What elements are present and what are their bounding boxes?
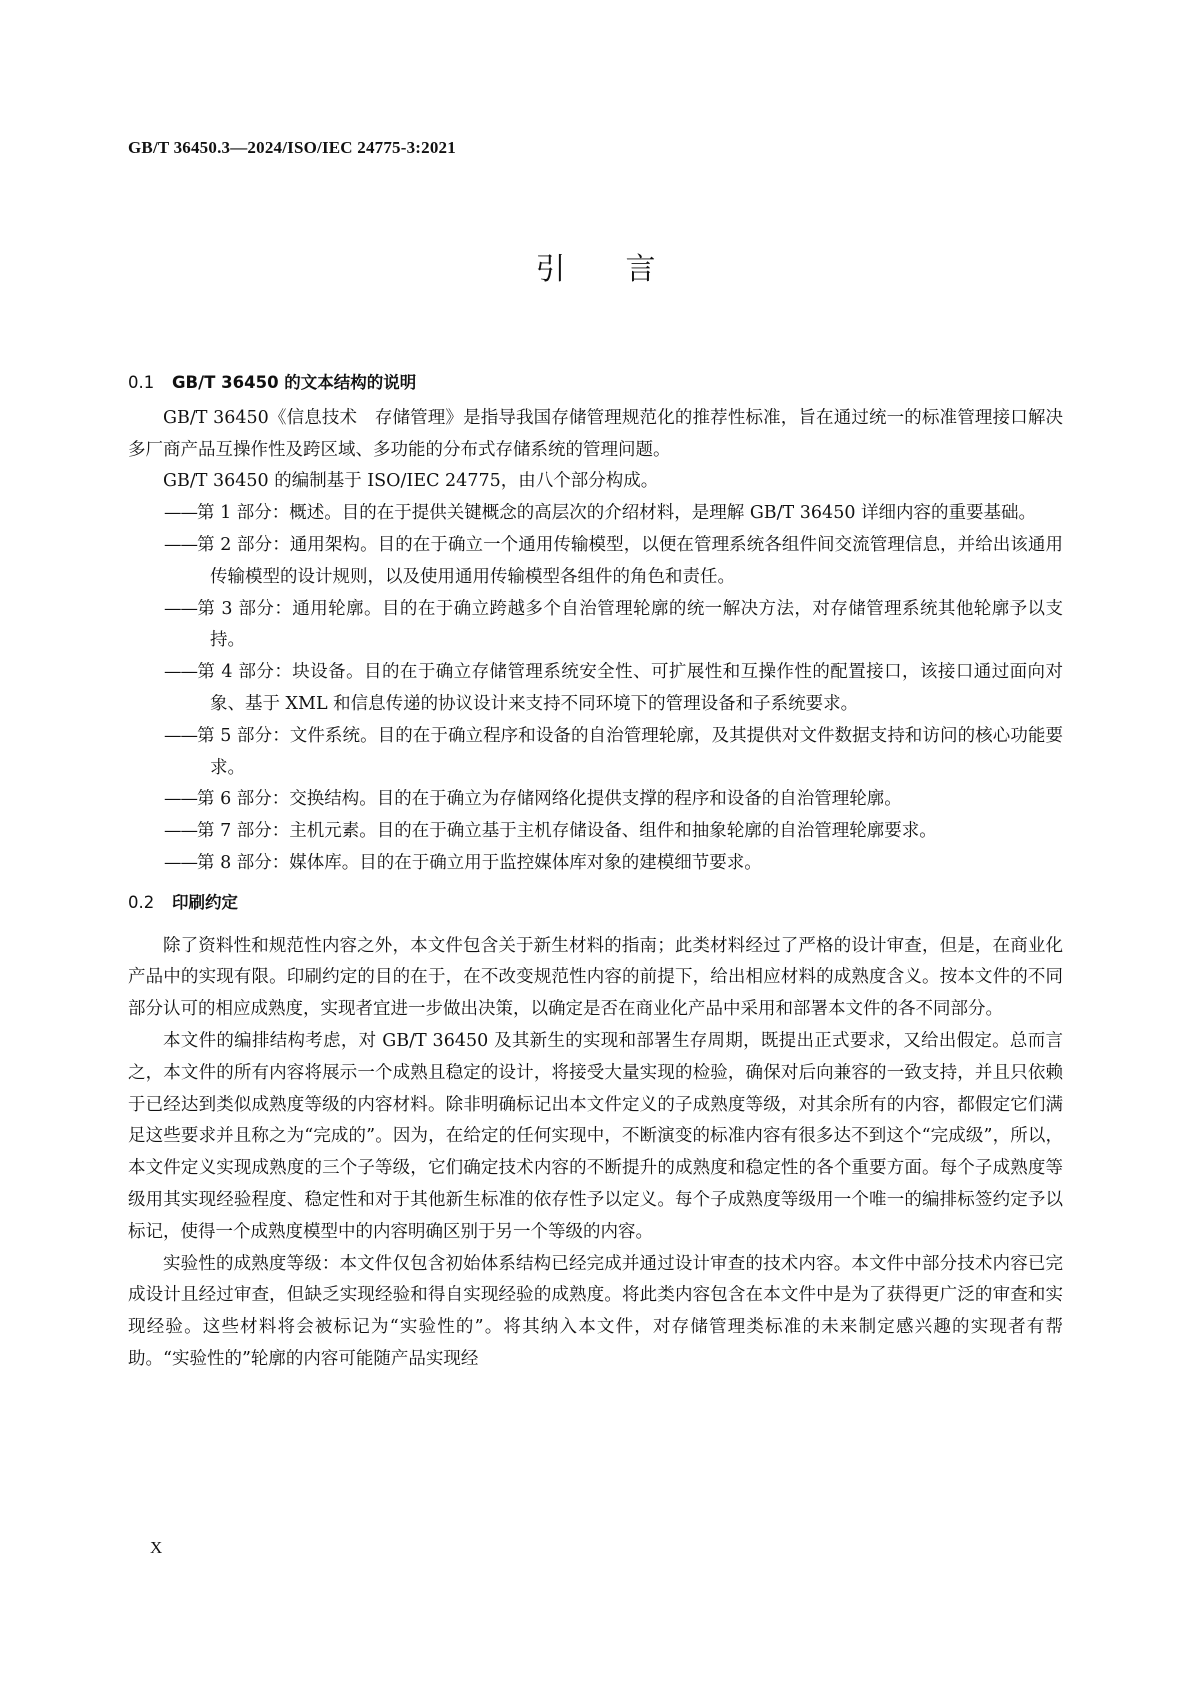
dash-mark: —— (164, 534, 197, 555)
dash-mark: —— (164, 662, 197, 683)
list-item-text: 第 6 部分：交换结构。目的在于确立为存储网络化提供支撑的程序和设备的自治管理轮廓。 (197, 789, 902, 810)
list-item-text: 第 2 部分：通用架构。目的在于确立一个通用传输模型，以便在管理系统各组件间交流管理信息，并给出该通用传输模型的设计规则，以及使用通用传输模型各组件的角色和责任。 (197, 534, 1063, 587)
list-item-part-5 (128, 721, 1063, 785)
section-number: 0.1 (128, 373, 155, 392)
list-item-text: 第 1 部分：概述。目的在于提供关键概念的高层次的介绍材料，是理解 GB/T 36450 详细内容的重要基础。 (197, 503, 1037, 524)
page-title: 引言 (535, 252, 716, 287)
document-id: GB/T 36450.3—2024/ISO/IEC 24775-3:2021 (128, 138, 456, 157)
paragraph: 除了资料性和规范性内容之外，本文件包含关于新生材料的指南；此类材料经过了严格的设计审查，但是，在商业化产品中的实现有限。印刷约定的目的在于，在不改变规范性内容的前提下，给出相应材料的成熟度含义。按本文件的不同部分认可的相应成熟度，实现者宜进一步做出决策，以确定是否在商业化产品中采用和部署本文件的各不同部分。 (128, 935, 1063, 1020)
list-item-part-4 (128, 657, 1063, 721)
dash-mark: —— (164, 725, 197, 746)
paragraph: GB/T 36450 的编制基于 ISO/IEC 24775，由八个部分构成。 (163, 471, 659, 492)
section-number: 0.2 (128, 892, 155, 912)
list-item-part-6 (128, 784, 1063, 816)
dash-mark: —— (164, 852, 197, 873)
dash-mark: —— (164, 821, 197, 842)
list-item-part-8 (128, 848, 1063, 880)
list-item-text: 第 5 部分：文件系统。目的在于确立程序和设备的自治管理轮廓，及其提供对文件数据支持和访问的核心功能要求。 (197, 725, 1063, 778)
list-item-part-2 (128, 530, 1063, 594)
list-item-text: 第 4 部分：块设备。目的在于确立存储管理系统安全性、可扩展性和互操作性的配置接口，该接口通过面向对象、基于 XML 和信息传递的协议设计来支持不同环境下的管理设备和子系统要求。 (197, 662, 1063, 714)
paragraph: GB/T 36450《信息技术 存储管理》是指导我国存储管理规范化的推荐性标准，旨在通过统一的标准管理接口解决多厂商产品互操作性及跨区域、多功能的分布式存储系统的管理问题。 (128, 407, 1063, 460)
dash-mark: —— (164, 598, 197, 619)
section-title: 印刷约定 (172, 892, 238, 912)
list-item-part-1 (128, 498, 1063, 530)
list-item-part-3 (128, 594, 1063, 658)
list-item-text: 第 8 部分：媒体库。目的在于确立用于监控媒体库对象的建模细节要求。 (197, 852, 762, 873)
page-number: X (150, 1538, 163, 1557)
paragraph: 本文件的编排结构考虑，对 GB/T 36450 及其新生的实现和部署生存周期，既提出正式要求，又给出假定。总而言之，本文件的所有内容将展示一个成熟且稳定的设计，将接受大量实现的检验，确保对后向兼容的一致支持，并且只依赖于已经达到类似成熟度等级的内容材料。除非明确标记出本文件定义的子成熟度等级，对其余所有的内容，都假定它们满足这些要求并且称之为“完成的”。因为，在给定的任何实现中，不断演变的标准内容有很多达不到这个“完成级”，所以，本文件定义实现成熟度的三个子等级，它们确定技术内容的不断提升的成熟度和稳定性的各个重要方面。每个子成熟度等级用其实现经验程度、稳定性和对于其他新生标准的依存性予以定义。每个子成熟度等级用一个唯一的编排标签约定予以标记，使得一个成熟度模型中的内容明确区别于另一个等级的内容。 (128, 1030, 1063, 1242)
paragraph: 实验性的成熟度等级：本文件仅包含初始体系结构已经完成并通过设计审查的技术内容。本文件中部分技术内容已完成设计且经过审查，但缺乏实现经验和得自实现经验的成熟度。将此类内容包含在本文件中是为了获得更广泛的审查和实现经验。这些材料将会被标记为“实验性的”。将其纳入本文件，对存储管理类标准的未来制定感兴趣的实现者有帮助。“实验性的”轮廓的内容可能随产品实现经 (128, 1253, 1063, 1369)
section-title: GB/T 36450 的文本结构的说明 (172, 373, 417, 392)
dash-mark: —— (164, 789, 197, 810)
dash-mark: —— (164, 503, 197, 524)
document-body (128, 367, 1063, 1376)
list-item-part-7 (128, 816, 1063, 848)
section-heading-0-2 (128, 887, 1063, 919)
section-heading-0-1 (128, 367, 1063, 399)
list-item-text: 第 3 部分：通用轮廓。目的在于确立跨越多个自治管理轮廓的统一解决方法，对存储管理系统其他轮廓予以支持。 (197, 598, 1063, 651)
list-item-text: 第 7 部分：主机元素。目的在于确立基于主机存储设备、组件和抽象轮廓的自治管理轮廓要求。 (197, 821, 937, 842)
